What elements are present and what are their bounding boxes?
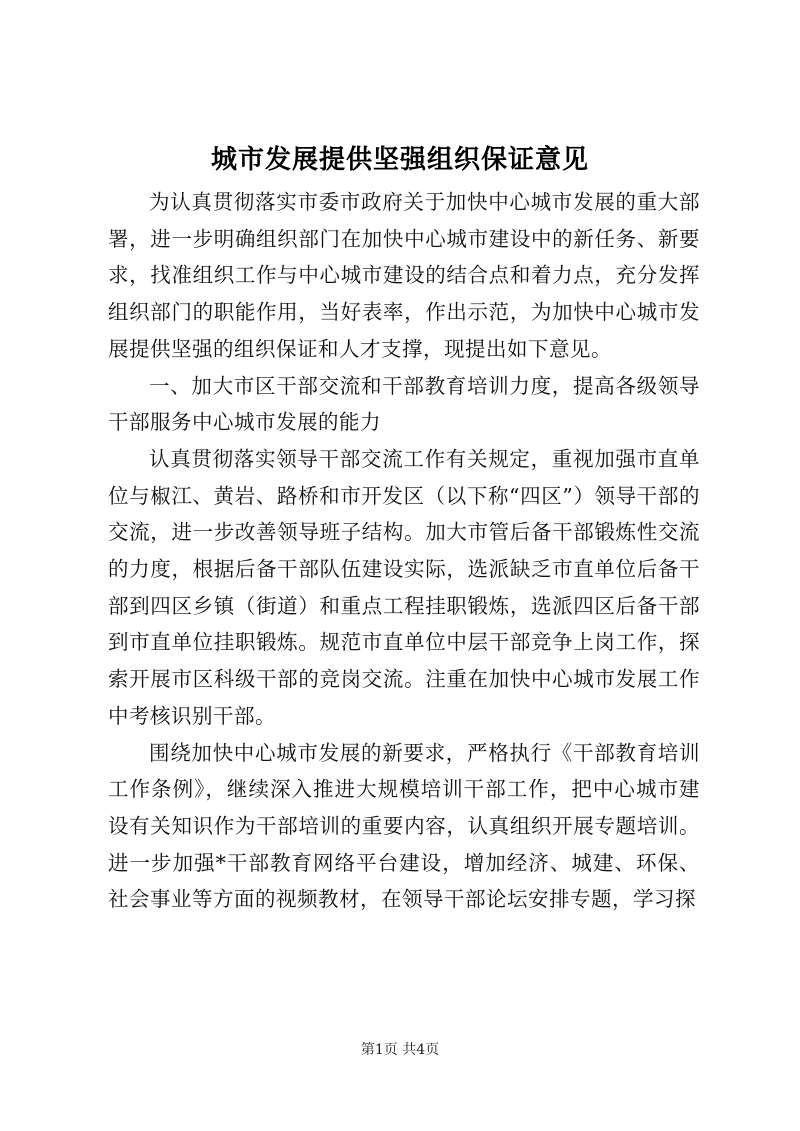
document-title: 城市发展提供坚强组织保证意见	[210, 145, 589, 175]
paragraph-cadre-exchange: 认真贯彻落实领导干部交流工作有关规定，重视加强市直单位与椒江、黄岩、路桥和市开发区（以下称“四区”）领导干部的交流，进一步改善领导班子结构。加大市管后备干部锻炼性交流的力度，根据后备干部队伍建设实际，选派缺乏市直单位后备干部到四区乡镇（街道）和重点工程挂职锻炼，选派四区后备干部到市直单位挂职锻炼。规范市直单位中层干部竞争上岗工作，探索开展市区科级干部的竞岗交流。注重在加快中心城市发展工作中考核识别干部。	[108, 446, 700, 728]
paragraph-cadre-training: 围绕加快中心城市发展的新要求，严格执行《干部教育培训工作条例》，继续深入推进大规模培训干部工作，把中心城市建设有关知识作为干部培训的重要内容，认真组织开展专题培训。进一步加强*干部教育网络平台建设，增加经济、城建、环保、社会事业等方面的视频教材，在领导干部论坛安排专题，学习探	[108, 740, 700, 912]
section-heading-1: 一、加大市区干部交流和干部教育培训力度，提高各级领导干部服务中心城市发展的能力	[108, 373, 700, 435]
page-number-footer: 第1页 共4页	[360, 1042, 440, 1058]
document-body	[108, 184, 700, 918]
paragraph-intro: 为认真贯彻落实市委市政府关于加快中心城市发展的重大部署，进一步明确组织部门在加快中心城市建设中的新任务、新要求，找准组织工作与中心城市建设的结合点和着力点，充分发挥组织部门的职能作用，当好表率，作出示范，为加快中心城市发展提供坚强的组织保证和人才支撑，现提出如下意见。	[108, 190, 700, 361]
